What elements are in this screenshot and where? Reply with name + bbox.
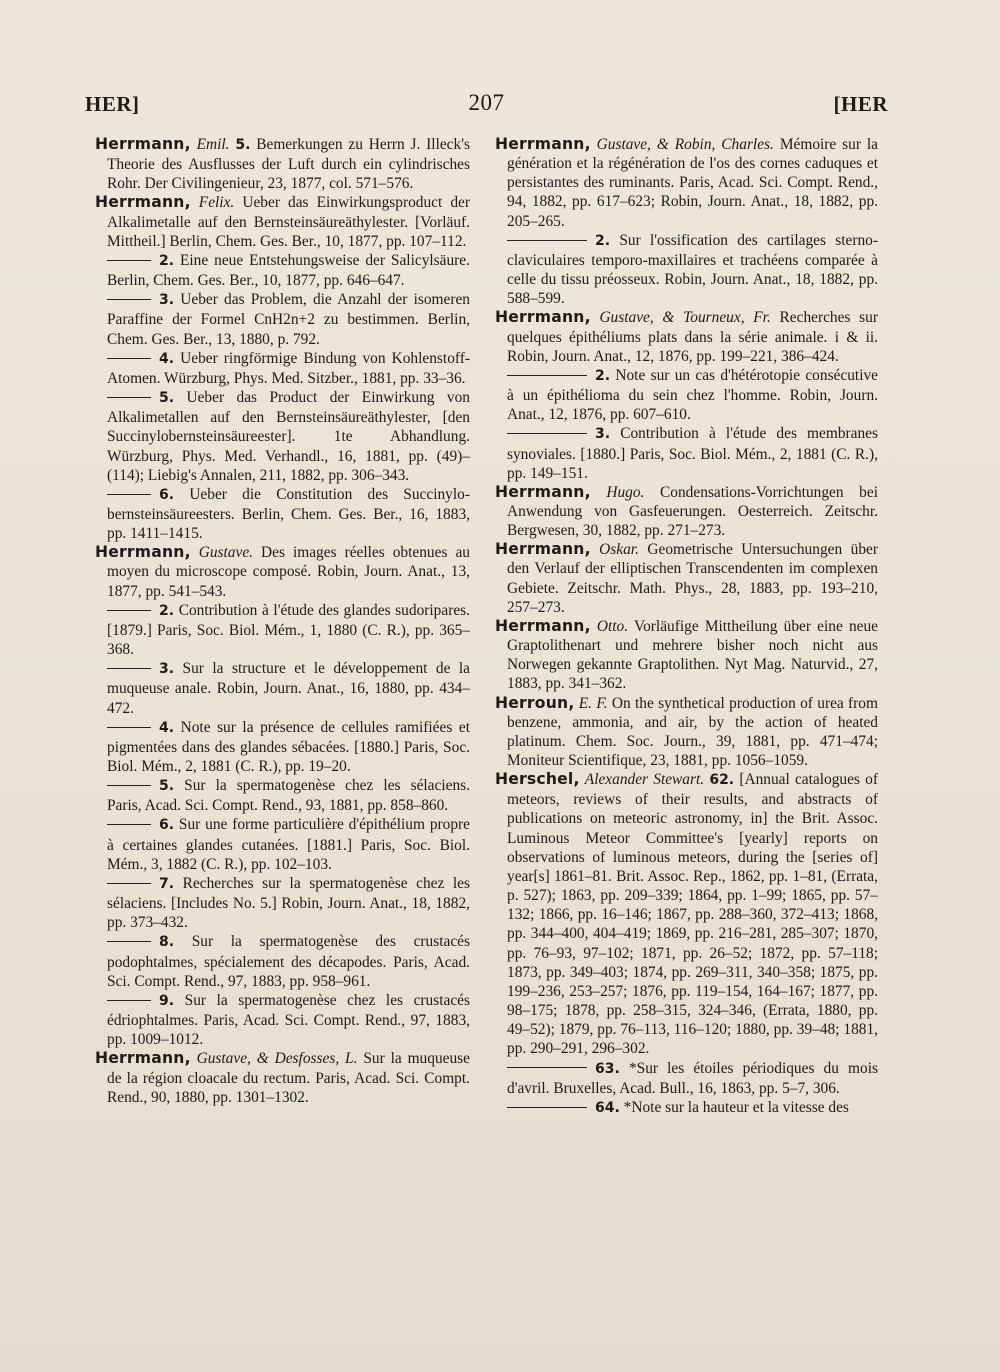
author-surname: Herrmann, [495,308,591,327]
entry-text: Vorläufige Mittheilung über eine neue Graptolithenart und mehrere bisher noch nicht aus Norwegen gekannte Graptolithen. Nyt Mag. Naturvid., 27, 1883, pp. 341–362. [507,617,878,693]
author-given-name: Otto. [596,617,629,635]
running-head [85,92,888,122]
author-given-name: E. F. [578,694,608,712]
author-surname: Herrmann, [495,540,591,559]
sub-entry [495,424,878,482]
entry-text: Sur la muqueuse de la région cloacale du rectum. Paris, Acad. Sci. Compt. Rend., 90, 1880, pp. 1301–1302. [107,1050,470,1106]
entry-number: 2. [595,232,611,249]
author-given-name: Gustave, & Robin, Charles. [596,136,774,153]
author-given-name: Gustave. [198,544,254,562]
sub-entry [95,991,470,1049]
sub-entry [95,932,470,990]
entry-text: Mémoire sur la génération et la régénération de l'os des cornes caduques et persistantes des ruminants. Paris, Acad. Sci. Compt. Rend., 94, 1882, pp. 617–623; Robin, Journ. Anat., 18, 1882, pp. 205–265. [507,136,879,230]
entry-number: 2. [159,602,175,619]
sub-entry [95,290,470,348]
entry-text: *Note sur la hauteur et la vitesse des [623,1098,849,1116]
ditto-dash [507,375,587,376]
ditto-dash [107,1000,151,1001]
sub-entry [95,388,470,485]
ditto-dash [107,397,151,398]
author-surname: Herrmann, [95,543,191,562]
entry-text: Sur une forme particulière d'épithélium propre à certaines glandes cutanées. [1881.] Paris, Soc. Biol. Mém., 3, 1882 (C. R.), pp. 102–103. [107,816,470,873]
ditto-dash [107,785,151,786]
right-column [495,135,878,1118]
entry-text: Eine neue Entstehungsweise der Salicylsäure. Berlin, Chem. Ges. Ber., 10, 1877, pp. 646–647. [107,251,470,290]
entry-text: Recherches sur quelques épithéliums plats dans la série animale. i & ii. Robin, Journ. Anat., 12, 1876, pp. 199–221, 386–424. [507,309,878,365]
entry-text: *Sur les étoiles périodiques du mois d'avril. Bruxelles, Acad. Bull., 16, 1863, pp. 5–7, 306. [507,1059,878,1097]
entry-number: 9. [159,992,175,1009]
entry-number: 64. [595,1099,620,1116]
bibliography-entry [495,540,878,617]
ditto-dash [107,824,151,825]
author-given-name: Hugo. [606,483,645,501]
sub-entry [95,251,470,290]
ditto-dash [107,941,151,942]
sub-entry [495,1059,878,1098]
entry-text: Ueber die Constitution des Succinylobernsteinsäureesters. Berlin, Chem. Ges. Ber., 16, 1883, pp. 1411–1415. [107,485,470,543]
author-surname: Herrmann, [95,1049,191,1068]
author-given-name: Gustave, & Desfosses, L. [196,1050,358,1068]
sub-entry [95,815,470,873]
entry-number: 62. [709,772,735,789]
sub-entry [95,718,470,776]
ditto-dash [107,260,151,261]
entry-text: Sur la spermatogenèse chez les sélaciens. Paris, Acad. Sci. Compt. Rend., 93, 1881, pp. 858–860. [107,777,470,815]
author-given-name: Alexander Stewart. [584,771,705,789]
entry-number: 7. [159,875,175,892]
entry-text: Ueber ringförmige Bindung von Kohlenstoff-Atomen. Würzburg, Phys. Med. Sitzber., 1881, pp. 33–36. [107,349,470,387]
ditto-dash [507,433,587,434]
author-given-name: Felix. [198,194,235,212]
entry-text: Sur la spermatogenèse des crustacés podophtalmes, spécialement des décapodes. Paris, Acad. Sci. Compt. Rend., 97, 1883, pp. 958–961. [107,933,470,990]
entry-number: 63. [595,1060,620,1077]
entry-text: Ueber das Einwirkungsproduct der Alkalimetalle auf den Bernsteinsäureäthylester. [Vorläuf. Mittheil.] Berlin, Chem. Ges. Ber., 10, 1877, pp. 107–112. [107,194,470,250]
entry-text: Sur la structure et le développement de la muqueuse anale. Robin, Journ. Anat., 16, 1880, pp. 434–472. [107,660,470,717]
ditto-dash [107,299,151,300]
author-surname: Herrmann, [95,135,191,153]
ditto-dash [107,494,151,495]
bibliography-entry [495,694,878,771]
entry-text: Recherches sur la spermatogenèse chez les sélaciens. [Includes No. 5.] Robin, Journ. Anat., 18, 1882, pp. 373–432. [107,874,470,932]
entry-text: Contribution à l'étude des membranes synoviales. [1880.] Paris, Soc. Biol. Mém., 2, 1881 (C. R.), pp. 149–151. [507,425,878,482]
ditto-dash [107,610,151,611]
entry-text: Condensations-Vorrichtungen bei Anwendung von Gasfeuerungen. Oesterreich. Zeitschr. Bergwesen, 30, 1882, pp. 271–273. [507,483,878,540]
sub-entry [495,1098,878,1118]
bibliography-entry [495,308,878,365]
author-given-name: Oskar. [599,541,639,559]
entry-text: Sur la spermatogenèse chez les crustacés édriophtalmes. Paris, Acad. Sci. Compt. Rend., 97, 1883, pp. 1009–1012. [107,991,470,1049]
entry-number: 2. [595,367,611,384]
bibliography-entry [95,543,470,600]
ditto-dash [507,240,587,241]
ditto-dash [507,1067,587,1068]
entry-number: 5. [159,390,175,407]
sub-entry [495,231,878,309]
entry-text: Geometrische Untersuchungen über den Verlauf der elliptischen Transcendenten im complexen Gebiete. Zeitschr. Math. Phys., 28, 1883, pp. 193–210, 257–273. [507,541,878,616]
entry-number: 4. [159,350,175,367]
author-given-name: Emil. [196,136,230,153]
sub-entry [95,349,470,388]
left-column [95,135,470,1107]
header-right-label: [HER [833,92,888,116]
entry-text: On the synthetical production of urea from benzene, ammonia, and air, by the action of heated platinum. Chem. Soc. Journ., 39, 1881, pp. 471–474; Moniteur Scientifique, 23, 1881, pp. 1056–1059. [507,694,878,769]
entry-number: 6. [159,486,175,503]
ditto-dash [107,727,151,728]
entry-text: Ueber das Problem, die Anzahl der isomeren Paraffine der Formel CnH2n+2 zu bestimmen. Berlin, Chem. Ges. Ber., 13, 1880, p. 792. [107,291,470,348]
bibliography-entry [495,483,878,540]
ditto-dash [107,883,151,884]
entry-text: Note sur un cas d'hétérotopie consécutive à un épithélioma du sein chez l'homme. Robin, Journ. Anat., 12, 1876, pp. 607–610. [507,366,878,424]
sub-entry [495,366,878,424]
entry-number: 5. [235,137,251,153]
entry-number: 8. [159,934,175,951]
author-surname: Herrmann, [495,135,591,153]
entry-text: [Annual catalogues of meteors, reviews of their results, and abstracts of publications on meteoric astronomy, in] the Brit. Assoc. Luminous Meteor Committee's [yearly] reports on observations of luminous meteors, during the [series of] year[s] 1861–81. Brit. Assoc. Rep., 1862, pp. 1–81, (Errata, p. 527); 1863, pp. 209–339; 1864, pp. 1–99; 1865, pp. 57–132; 1866, pp. 16–146; 1867, pp. 288–360, 372–413; 1868, pp. 344–400, 404–419; 1869, pp. 216–281, 285–307; 1870, pp. 76–93, 97–102; 1871, pp. 26–52; 1872, pp. 57–118; 1873, pp. 349–403; 1874, pp. 269–311, 340–358; 1875, pp. 199–236, 253–257; 1876, pp. 119–154, 164–167; 1877, pp. 98–175; 1878, pp. 258–315, 324–346, (Errata, 1880, pp. 49–52); 1879, pp. 76–113, 116–120; 1880, pp. 39–48; 1881, pp. 290–291, 296–302. [507,771,878,1058]
bibliography-entry [95,1049,470,1106]
bibliography-entry [495,617,878,694]
sub-entry [95,776,470,815]
author-surname: Herschel, [495,770,580,789]
page-number: 207 [468,90,505,115]
bibliography-entry [495,135,878,231]
bibliography-entry [495,770,878,1058]
author-surname: Herroun, [495,693,575,712]
entry-number: 5. [159,778,175,795]
ditto-dash [507,1107,587,1108]
sub-entry [95,485,470,543]
sub-entry [95,601,470,659]
sub-entry [95,659,470,717]
author-given-name: Gustave, & Tourneux, Fr. [599,309,771,327]
ditto-dash [107,358,151,359]
entry-text: Bemerkungen zu Herrn J. Illeck's Theorie des Ausflusses der Luft durch ein cylindrisches Rohr. Der Civilingenieur, 23, 1877, col. 571–576. [107,136,470,193]
bibliography-entry [95,193,470,250]
author-surname: Herrmann, [495,616,591,635]
entry-number: 4. [159,719,175,736]
sub-entry [95,874,470,932]
entry-text: Des images réelles obtenues au moyen du microscope composé. Robin, Journ. Anat., 13, 1877, pp. 541–543. [107,544,470,600]
entry-number: 3. [159,661,175,678]
entry-number: 3. [595,426,611,443]
author-surname: Herrmann, [495,482,591,501]
bibliography-entry [95,135,470,193]
entry-text: Contribution à l'étude des glandes sudoripares. [1879.] Paris, Soc. Biol. Mém., 1, 1880 (C. R.), pp. 365–368. [107,601,470,659]
entry-text: Note sur la présence de cellules ramifiées et pigmentées dans des glandes sébacées. [1880.] Paris, Soc. Biol. Mém., 2, 1881 (C. R.), pp. 19–20. [107,718,470,775]
ditto-dash [107,668,151,669]
entry-number: 2. [159,252,175,269]
author-surname: Herrmann, [95,193,191,212]
entry-number: 6. [159,817,175,834]
header-left-label: HER] [85,92,140,116]
entry-text: Sur l'ossification des cartilages sterno-claviculaires temporo-maxillaires et trachéens comparée à celle du tissu préosseux. Robin, Journ. Anat., 18, 1882, pp. 588–599. [507,231,878,308]
entry-number: 3. [159,292,175,309]
entry-text: Ueber das Product der Einwirkung von Alkalimetallen auf den Bernsteinsäureäthylester, [den Succinylobernsteinsäureester]. 1te Abhandlung. Würzburg, Phys. Med. Verhandl., 16, 1881, pp. (49)–(114); Liebig's Annalen, 211, 1882, pp. 306–343. [107,389,470,484]
